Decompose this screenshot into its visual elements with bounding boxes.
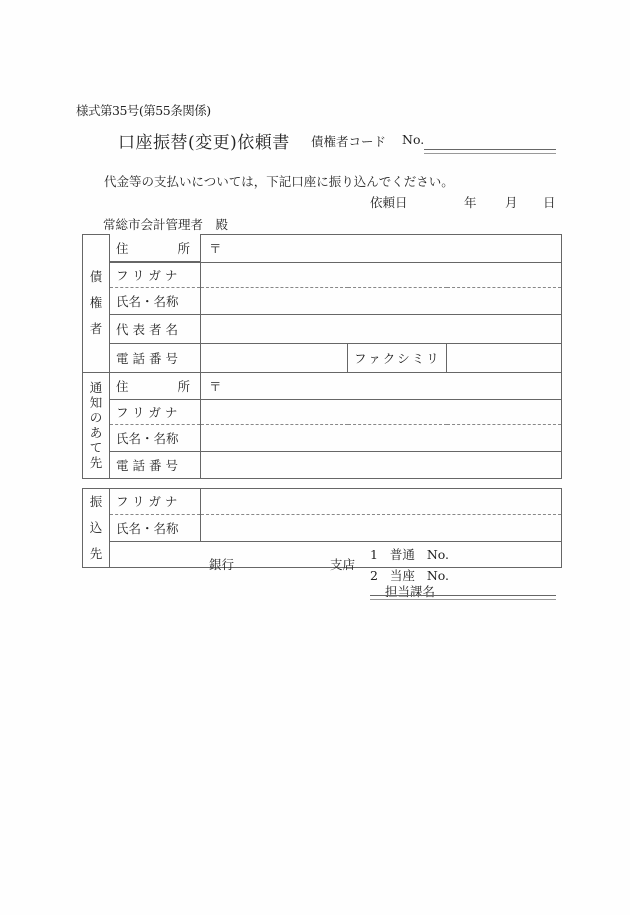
creditor-representative-field[interactable] [201,314,562,343]
creditor-table [82,234,562,479]
transfer-name-field[interactable] [201,514,562,542]
request-month-label: 月 [505,195,518,210]
creditor-phone-field[interactable] [201,343,348,372]
notify-furigana-field[interactable] [201,399,562,424]
notify-phone-field[interactable] [201,451,562,478]
transfer-furigana-label: フリガナ [110,489,201,515]
staff-section-field[interactable] [370,595,556,600]
creditor-furigana-field[interactable] [201,262,562,287]
postal-mark-icon: 〒 [209,241,222,257]
creditor-address-field[interactable] [201,235,562,263]
account-type-options [370,544,449,586]
notify-phone-label: 電話番号 [110,451,201,478]
creditor-code-no-label: No. [402,132,425,147]
notify-furigana-label: フリガナ [110,399,201,424]
bank-info-field[interactable] [110,542,562,584]
creditor-representative-label: 代表者名 [110,314,201,343]
request-day-label: 日 [543,195,556,210]
staff-section-label: 担当課名 [385,584,436,599]
request-date-label: 依頼日 [370,195,408,210]
transfer-furigana-field[interactable] [201,489,562,515]
branch-label: 支店 [330,557,356,573]
account-type-futsu[interactable]: 1 普通 No. [370,547,450,563]
notify-section-label: 通 知 の あ て 先 [83,372,110,478]
account-type-toza[interactable]: 2 当座 No. [370,568,450,584]
transfer-name-label: 氏名・名称 [110,514,201,542]
creditor-fax-field[interactable] [447,343,562,372]
notify-name-field[interactable] [201,424,562,451]
form-number: 様式第35号(第55条関係) [76,103,211,118]
creditor-fax-label: ファクシミリ [348,343,447,372]
request-year-label: 年 [464,195,477,210]
notify-address-field[interactable] [201,372,562,399]
intro-message: 代金等の支払いについては，下記口座に振り込んでください。 [104,174,454,189]
creditor-name-field[interactable] [201,287,562,314]
notify-name-label: 氏名・名称 [110,424,201,451]
creditor-furigana-label: フリガナ [110,262,201,287]
transfer-table [82,488,562,584]
document-title: 口座振替(変更)依頼書 [118,133,290,153]
transfer-section-label: 振 込 先 [83,489,110,568]
addressee: 常総市会計管理者 殿 [103,217,229,232]
bank-label: 銀行 [209,557,235,573]
notify-address-label: 住 所 [110,372,201,399]
creditor-code-label: 債権者コード [311,134,387,149]
creditor-section-label: 債 権 者 [83,235,110,373]
creditor-phone-label: 電話番号 [110,343,201,372]
creditor-code-field[interactable] [424,149,556,154]
creditor-address-label: 住 所 [110,235,200,262]
postal-mark-icon: 〒 [209,378,222,394]
creditor-name-label: 氏名・名称 [110,287,201,314]
